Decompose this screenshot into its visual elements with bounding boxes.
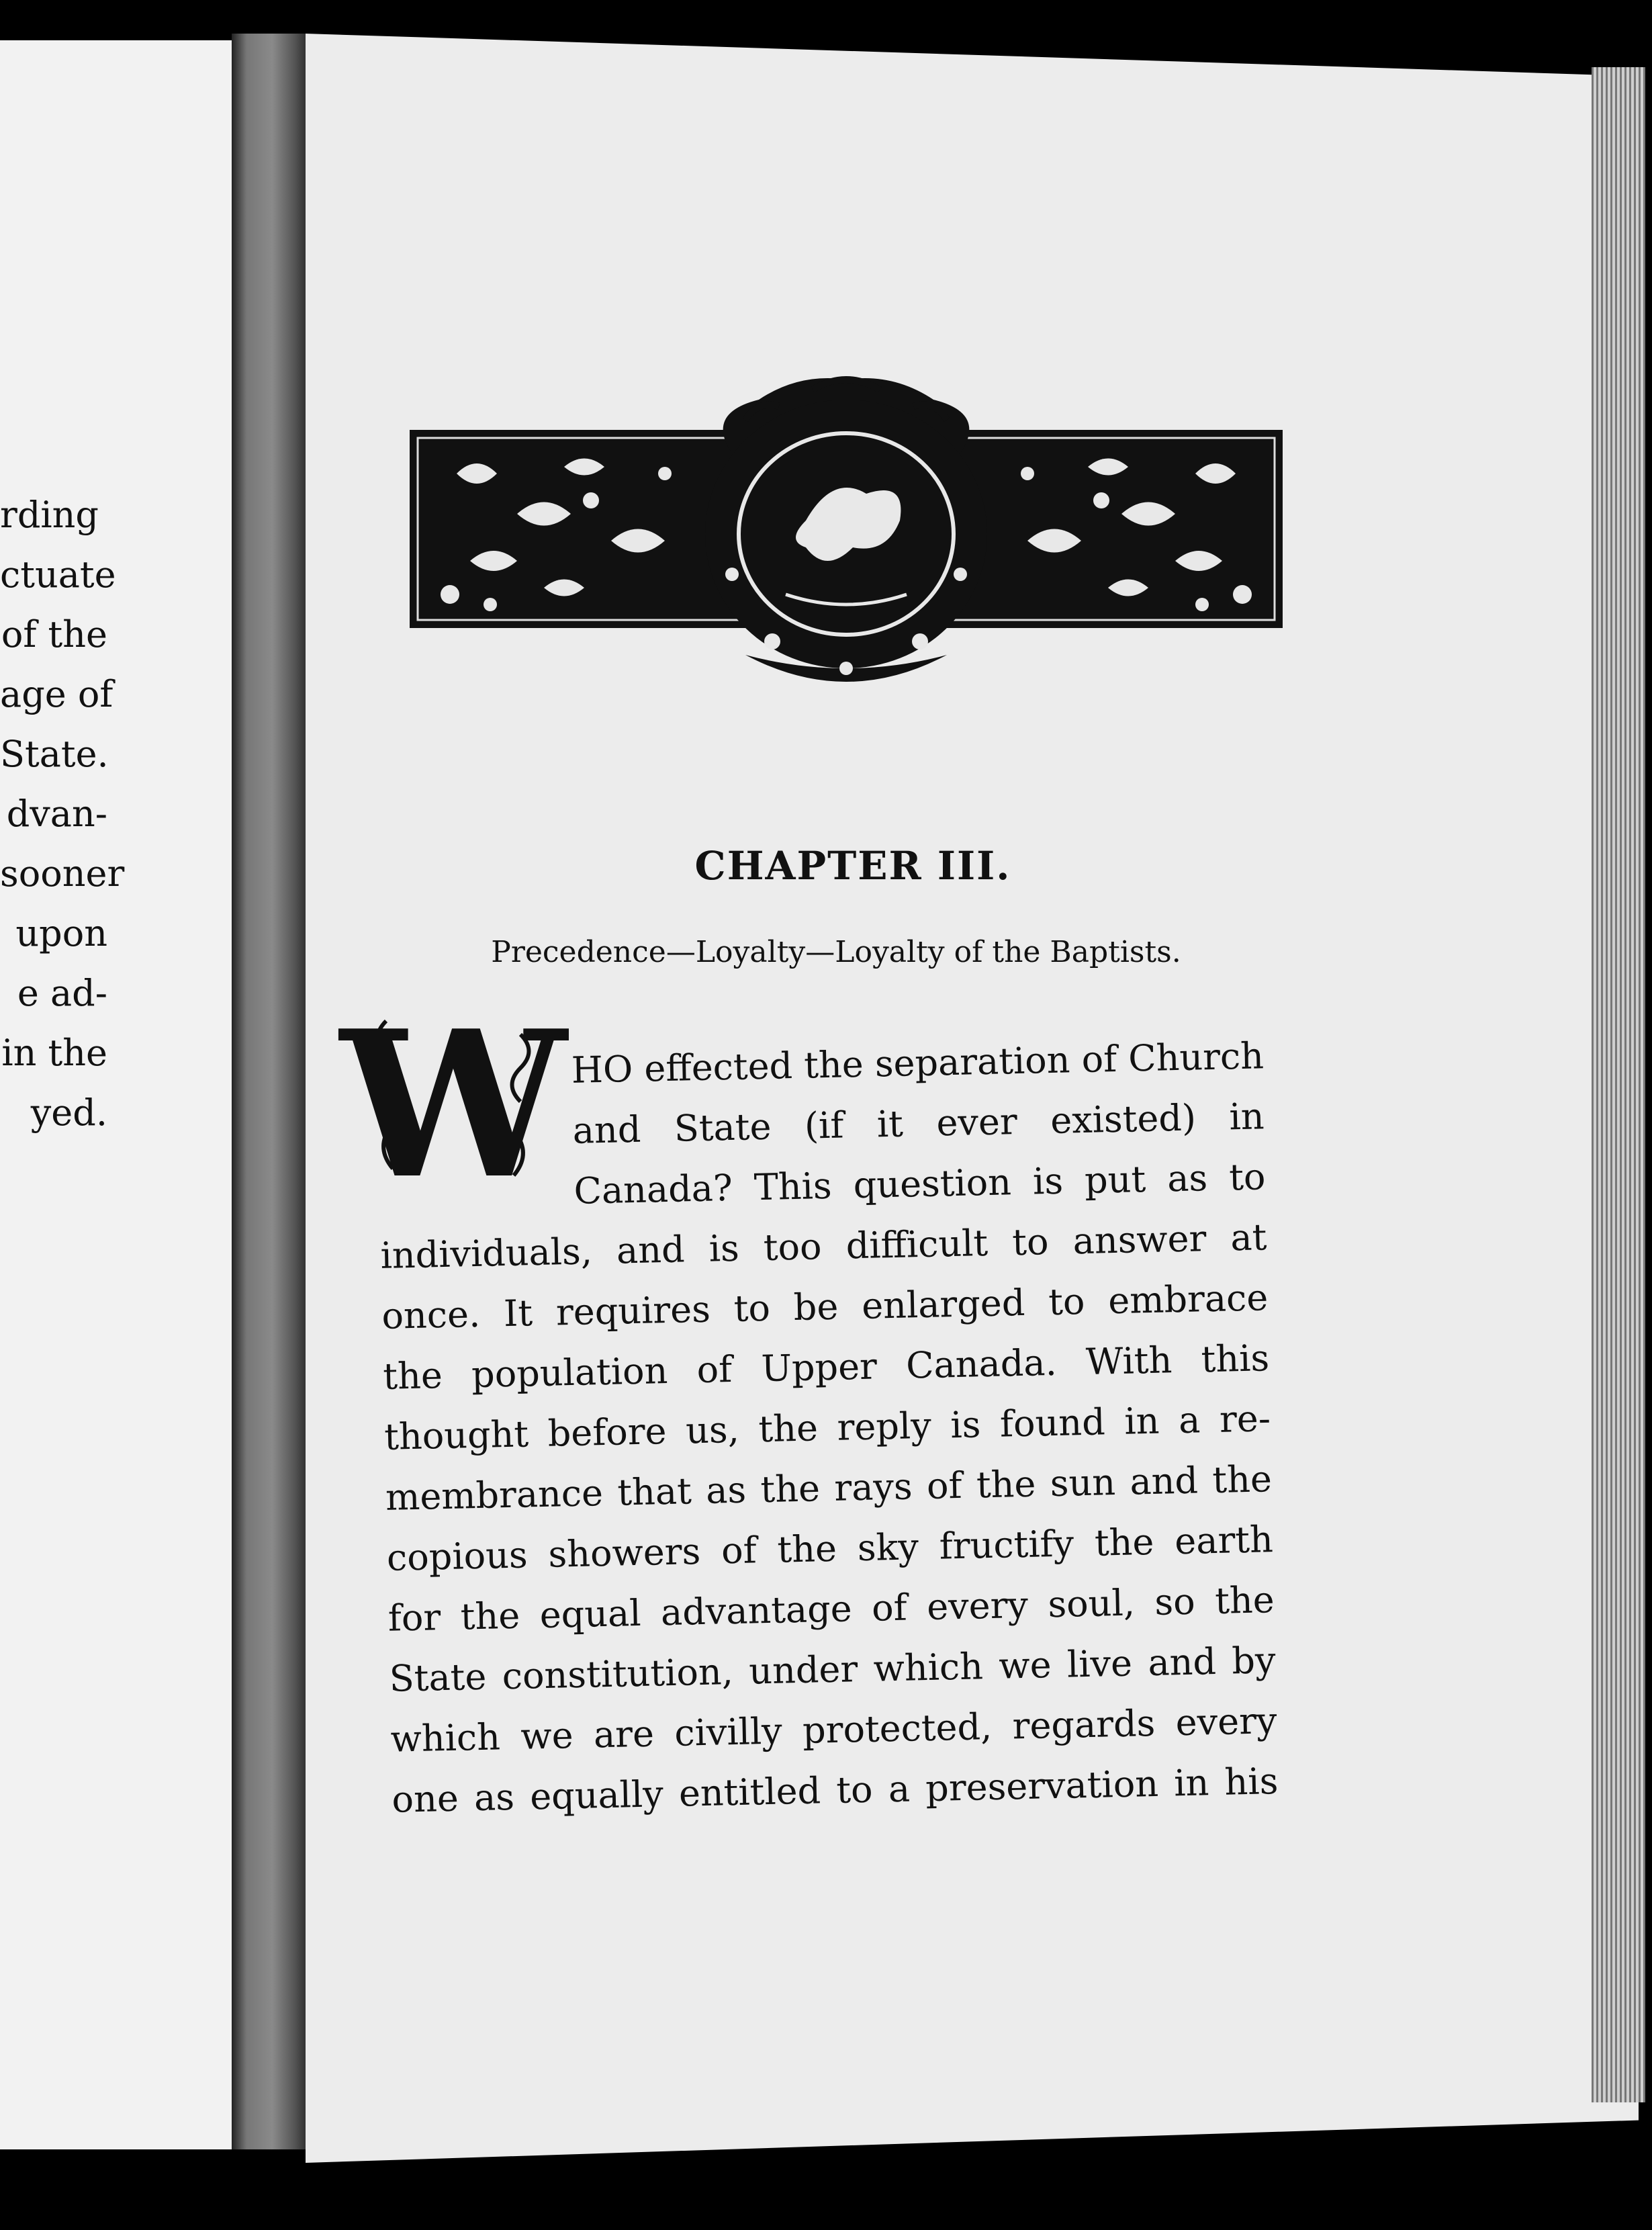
book-gutter [232,34,306,2149]
text-line: copious showers of the sky fructify the earth [386,1518,1274,1579]
decorative-headpiece [410,373,1283,695]
text-line: individuals, and is too difficult to answer at [379,1216,1267,1277]
left-line: State. [0,733,109,775]
body-text [376,1026,1279,1830]
left-page-text [0,485,232,1143]
chapter-subtitle: Precedence—Loyalty—Loyalty of the Baptists. [491,935,1181,969]
left-line: yed. [30,1091,107,1134]
left-line: of the [1,613,107,656]
text-line: which we are civilly protected, regards every [390,1699,1278,1760]
text-line: once. It requires to be enlarged to embrace [381,1276,1269,1337]
text-line: membrance that as the rays of the sun and the [385,1458,1273,1519]
left-line: e ad- [17,972,107,1014]
left-line: age of [0,673,113,715]
text-line: HO effected the separation of Church [571,1034,1265,1091]
text-line: and State (if it ever existed) in [572,1095,1265,1152]
text-line: one as equally entitled to a preservation in his [391,1760,1279,1821]
left-line: in the [1,1032,107,1074]
left-line: ctuate [0,553,116,596]
text-line: thought before us, the reply is found in a re- [383,1397,1271,1458]
text-line: State constitution, under which we live and by [389,1639,1277,1700]
left-page [0,40,232,2149]
text-line: for the equal advantage of every soul, so the [387,1578,1275,1640]
left-line: rding [0,494,99,536]
left-line: dvan- [6,793,107,835]
text-line: the population of Upper Canada. With this [382,1337,1270,1398]
drop-cap-letter: W [340,986,567,1223]
left-line: upon [15,912,107,954]
text-line: Canada? This question is put as to [573,1155,1267,1212]
chapter-title: CHAPTER III. [694,843,1011,889]
page-edges [1592,67,1645,2102]
left-line: sooner [0,852,125,895]
